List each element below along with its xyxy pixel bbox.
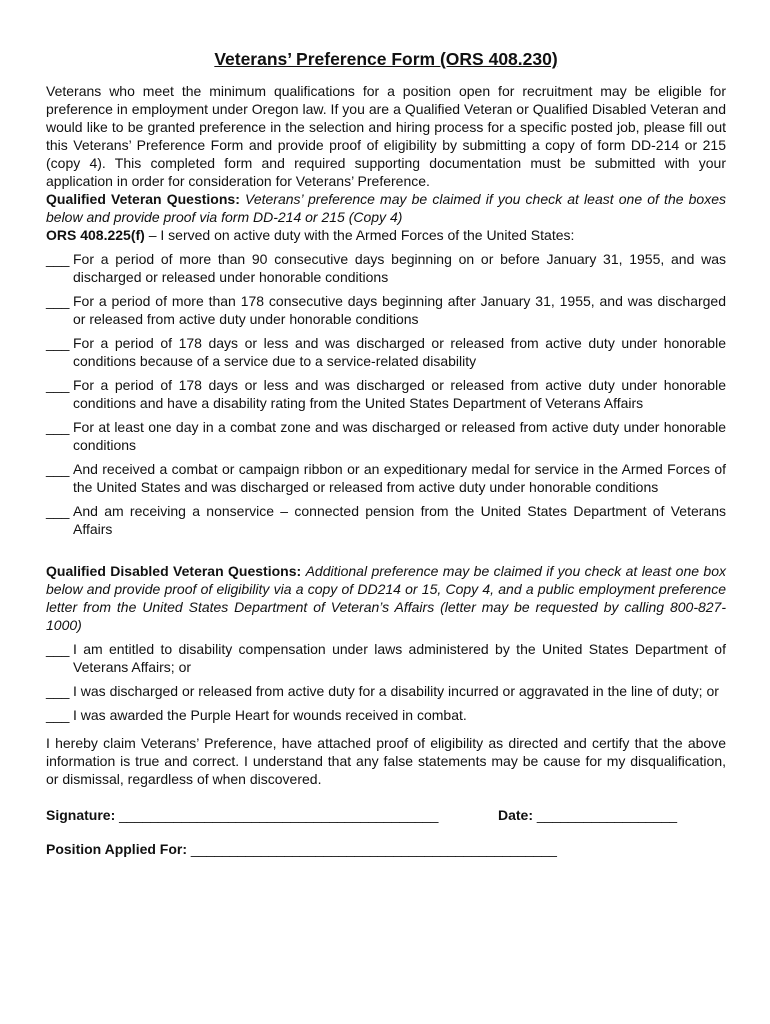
checkbox-blank[interactable]: ___ <box>46 419 70 435</box>
qualified-veteran-heading: Qualified Veteran Questions: <box>46 191 240 207</box>
disabled-item-1 <box>46 640 726 676</box>
intro-paragraph: Veterans who meet the minimum qualifications for a position open for recruitment may be eligible for preference in employment under Oregon law. If you are a Qualified Veteran or Qualified Disabled Veteran and would like to be granted preference in the selection and hiring process for a specific posted job, please fill out this Veterans’ Preference Form and provide proof of eligibility by submitting a copy of form DD-214 or 215 (copy 4). This completed form and required supporting documentation must be submitted with your application in order for consideration for Veterans’ Preference. <box>46 83 726 189</box>
qualified-veteran-intro <box>46 190 726 226</box>
checkbox-blank[interactable]: ___ <box>46 641 70 657</box>
form-title: Veterans’ Preference Form (ORS 408.230) <box>214 49 558 69</box>
qualified-item-text: For at least one day in a combat zone and was discharged or released from active duty under honorable conditions <box>73 419 726 453</box>
date-field <box>498 806 677 824</box>
checkbox-blank[interactable]: ___ <box>46 335 70 351</box>
checkbox-blank[interactable]: ___ <box>46 377 70 393</box>
qualified-item-2 <box>46 292 726 328</box>
position-label: Position Applied For: <box>46 841 188 857</box>
ors-label: ORS 408.225(f) <box>46 227 145 243</box>
signature-line[interactable]: _________________________________________ <box>119 807 439 823</box>
qualified-item-text: And am receiving a nonservice – connected pension from the United States Department of Veterans Affairs <box>73 503 726 537</box>
position-line[interactable]: _______________________________________________ <box>190 841 557 857</box>
disabled-veteran-intro <box>46 562 726 634</box>
date-line[interactable]: __________________ <box>536 807 678 823</box>
qualified-item-3 <box>46 334 726 370</box>
qualified-item-text: For a period of more than 90 consecutive days beginning on or before January 31, 1955, and was discharged or released under honorable conditions <box>73 251 726 285</box>
disabled-item-text: I was awarded the Purple Heart for wounds received in combat. <box>73 707 467 723</box>
disabled-veteran-heading: Qualified Disabled Veteran Questions: <box>46 563 302 579</box>
disabled-item-3 <box>46 706 726 724</box>
signature-row <box>46 806 726 824</box>
checkbox-blank[interactable]: ___ <box>46 707 70 723</box>
qualified-veteran-note: Veterans’ preference may be claimed if you check at least one of the boxes below and provide proof via form DD-214 or 215 (Copy 4) <box>46 191 727 225</box>
checkbox-blank[interactable]: ___ <box>46 683 70 699</box>
position-row <box>46 840 726 858</box>
qualified-item-6 <box>46 460 726 496</box>
disabled-item-text: I am entitled to disability compensation under laws administered by the United States Department of Veterans Affairs; or <box>73 641 726 675</box>
signature-field <box>46 806 498 824</box>
ors-statement <box>46 226 726 244</box>
qualified-item-text: For a period of more than 178 consecutive days beginning after January 31, 1955, and was discharged or released from active duty under honorable conditions <box>73 293 726 327</box>
qualified-item-text: For a period of 178 days or less and was discharged or released from active duty under honorable conditions because of a service due to a service-related disability <box>73 335 726 369</box>
date-label: Date: <box>498 807 534 823</box>
form-page <box>46 48 726 858</box>
disabled-item-text: I was discharged or released from active duty for a disability incurred or aggravated in the line of duty; or <box>73 683 719 699</box>
qualified-item-5 <box>46 418 726 454</box>
checkbox-blank[interactable]: ___ <box>46 251 70 267</box>
disabled-veteran-note: Additional preference may be claimed if you check at least one box below and provide proof of eligibility via a copy of DD214 or 15, Copy 4, and a public employment preference letter from the United States Department of Veteran’s Affairs (letter may be requested by calling 800-827-1000) <box>46 563 727 633</box>
qualified-item-4 <box>46 376 726 412</box>
ors-text: – I served on active duty with the Armed Forces of the United States: <box>144 227 575 243</box>
qualified-item-text: And received a combat or campaign ribbon or an expeditionary medal for service in the Armed Forces of the United States and was discharged or released from active duty under honorable conditions <box>73 461 726 495</box>
checkbox-blank[interactable]: ___ <box>46 503 70 519</box>
checkbox-blank[interactable]: ___ <box>46 293 70 309</box>
certification-paragraph: I hereby claim Veterans’ Preference, have attached proof of eligibility as directed and certify that the above information is true and correct. I understand that any false statements may be cause for my disqualification, or dismissal, regardless of when discovered. <box>46 735 726 787</box>
disabled-item-2 <box>46 682 726 700</box>
qualified-item-7 <box>46 502 726 538</box>
signature-label: Signature: <box>46 807 116 823</box>
qualified-item-text: For a period of 178 days or less and was discharged or released from active duty under honorable conditions and have a disability rating from the United States Department of Veterans Affairs <box>73 377 726 411</box>
checkbox-blank[interactable]: ___ <box>46 461 70 477</box>
qualified-item-1 <box>46 250 726 286</box>
